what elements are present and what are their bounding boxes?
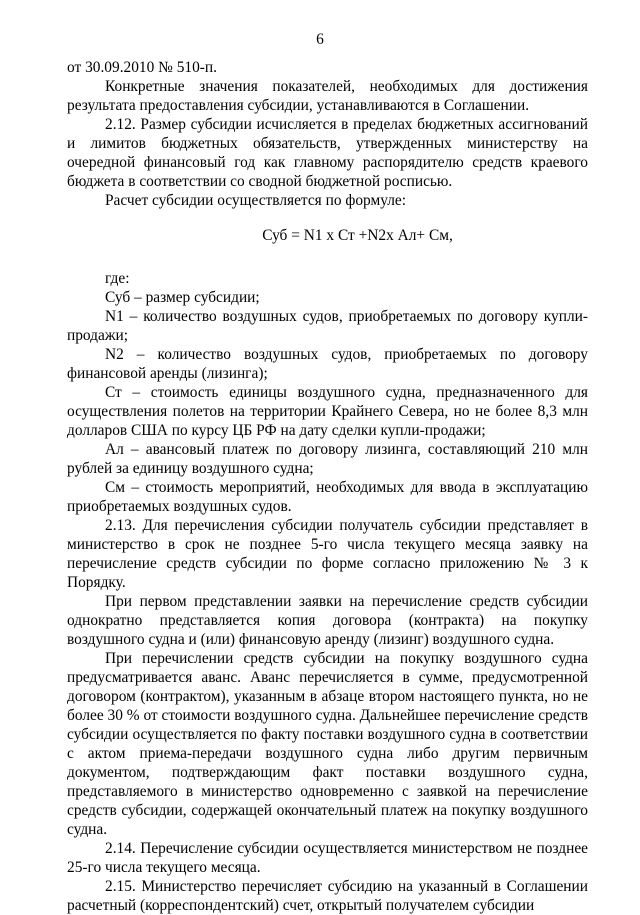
paragraph-reference-date: от 30.09.2010 № 510-п. bbox=[67, 59, 217, 76]
paragraph-formula-intro: Расчет субсидии осуществляется по формуле: bbox=[105, 192, 407, 209]
paragraph-2-15: 2.15. Министерство перечисляет субсидию на указанный в Соглашении расчетный (корреспондентский) счет, открытый получателем субсидии bbox=[67, 878, 588, 914]
definition-st: Ст – стоимость единицы воздушного судна, предназначенного для осуществления полетов на территории Крайнего Севера, но не более 8,3 млн долларов США по курсу ЦБ РФ на дату сделки купли-продажи; bbox=[67, 384, 588, 439]
paragraph-where: где: bbox=[105, 270, 130, 287]
paragraph-advance-payment: При перечислении средств субсидии на покупку воздушного судна предусматривается аванс. Аванс перечисляется в сумме, предусмотренной договором (контрактом), указанным в абзаце втором настоящего пункта, но не более 30 % от стоимости воздушного судна. Дальнейшее перечисление средств субсидии осуществляется по факту поставки воздушного судна в соответствии с актом приема-передачи воздушного судна либо другим первичным документом, подтверждающим факт поставки воздушного судна, представляемого в министерство одновременно с заявкой на перечисление средств субсидии, содержащей окончательный платеж на покупку воздушного судна. bbox=[67, 650, 588, 838]
paragraph-2-12: 2.12. Размер субсидии исчисляется в пределах бюджетных ассигнований и лимитов бюджетных обязательств, утвержденных министерству на очередной финансовый год как главному распорядителю средств краевого бюджета в соответствии со сводной бюджетной росписью. bbox=[67, 116, 588, 190]
paragraph-2-14: 2.14. Перечисление субсидии осуществляется министерством не позднее 25-го числа текущего месяца. bbox=[67, 840, 588, 876]
subsidy-formula: Суб = N1 х Ст +N2х Ал+ См, bbox=[262, 227, 453, 244]
page-number: 6 bbox=[316, 31, 324, 48]
paragraph-2-13: 2.13. Для перечисления субсидии получатель субсидии представляет в министерство в срок не позднее 5-го числа текущего месяца заявку на перечисление средств субсидии по форме согласно приложению № 3 к Порядку. bbox=[67, 517, 588, 591]
paragraph-indicators: Конкретные значения показателей, необходимых для достижения результата предоставления субсидии, устанавливаются в Соглашении. bbox=[67, 78, 588, 114]
definition-al: Ал – авансовый платеж по договору лизинга, составляющий 210 млн рублей за единицу воздушного судна; bbox=[67, 441, 588, 477]
document-body bbox=[67, 58, 588, 915]
definition-n2: N2 – количество воздушных судов, приобретаемых по договору финансовой аренды (лизинга); bbox=[67, 346, 588, 382]
definition-n1: N1 – количество воздушных судов, приобретаемых по договору купли-продажи; bbox=[67, 308, 588, 344]
definition-sm: См – стоимость мероприятий, необходимых для ввода в эксплуатацию приобретаемых воздушных судов. bbox=[67, 479, 588, 515]
definition-sub: Суб – размер субсидии; bbox=[105, 289, 260, 306]
paragraph-first-application: При первом представлении заявки на перечисление средств субсидии однократно представляется копия договора (контракта) на покупку воздушного судна и (или) финансовую аренду (лизинг) воздушного судна. bbox=[67, 593, 588, 648]
